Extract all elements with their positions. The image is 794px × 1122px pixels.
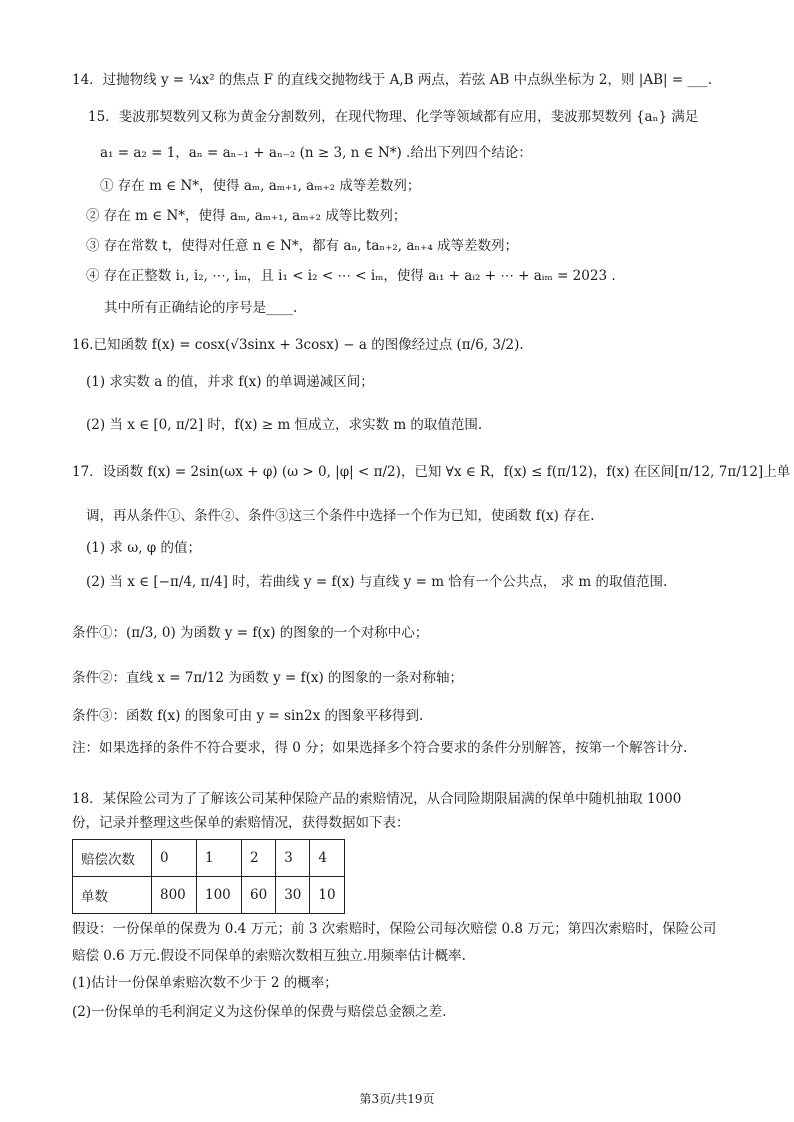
q15-intro: 15．斐波那契数列又称为黄金分割数列，在现代物理、化学等领域都有应用，斐波那契数列 {aₙ} 满足 (88, 109, 699, 125)
table-cell: 60 (242, 877, 276, 914)
q18-part-2: (2)一份保单的毛利润定义为这份保单的保费与赔偿总金额之差. (72, 1004, 447, 1020)
page-number: 第3页/共19页 (359, 1092, 435, 1106)
table-row (73, 877, 345, 914)
q17-condition-3: 条件③：函数 f(x) 的图象可由 y = sin2x 的图象平移得到. (72, 708, 424, 724)
table-cell: 4 (310, 840, 344, 877)
q16-part-2: (2) 当 x ∈ [0, π/2] 时，f(x) ≥ m 恒成立，求实数 m 的取值范围. (86, 417, 483, 433)
q17-condition-1: 条件①：(π/3, 0) 为函数 y = f(x) 的图象的一个对称中心； (72, 625, 429, 641)
q14-text: 14．过抛物线 y = ¼x² 的焦点 F 的直线交抛物线于 A,B 两点，若弦 AB 中点纵坐标为 2，则 |AB| = ___. (72, 72, 713, 88)
q17-note: 注：如果选择的条件不符合要求，得 0 分；如果选择多个符合要求的条件分别解答，按第一个解答计分. (72, 740, 688, 756)
q18-intro-2: 份，记录并整理这些保单的索赔情况，获得数据如下表： (72, 815, 410, 831)
q15-ask: 其中所有正确结论的序号是____. (104, 300, 298, 316)
table-cell: 3 (276, 840, 310, 877)
q15-definition: a₁ = a₂ = 1，aₙ = aₙ₋₁ + aₙ₋₂ (n ≥ 3, n ∈ N*) .给出下列四个结论： (100, 145, 532, 161)
table-cell: 2 (242, 840, 276, 877)
table-cell: 30 (276, 877, 310, 914)
table-header-cell: 赔偿次数 (73, 840, 152, 877)
q17-condition-2: 条件②：直线 x = 7π/12 为函数 y = f(x) 的图象的一条对称轴； (72, 670, 464, 686)
table-cell: 800 (152, 877, 197, 914)
q16-stem: 16.已知函数 f(x) = cosx(√3sinx + 3cosx) − a 的图像经过点 (π/6, 3/2). (72, 337, 524, 353)
table-cell: 0 (152, 840, 197, 877)
q15-conclusion-4: ④ 存在正整数 i₁, i₂, ⋯, iₘ，且 i₁ < i₂ < ⋯ < iₘ，使得 aᵢ₁ + aᵢ₂ + ⋯ + aᵢₘ = 2023 . (86, 268, 616, 284)
q17-part-2: (2) 当 x ∈ [−π/4, π/4] 时，若曲线 y = f(x) 与直线 y = m 恰有一个公共点， 求 m 的取值范围. (86, 574, 668, 590)
q18-part-1: (1)估计一份保单索赔次数不少于 2 的概率； (72, 975, 338, 991)
q18-assumption-1: 假设：一份保单的保费为 0.4 万元；前 3 次索赔时，保险公司每次赔偿 0.8 万元；第四次索赔时，保险公司 (72, 921, 717, 937)
q17-stem-continued: 调，再从条件①、条件②、条件③这三个条件中选择一个作为已知，使函数 f(x) 存在. (86, 508, 595, 524)
table-cell: 100 (197, 877, 242, 914)
table-cell: 1 (197, 840, 242, 877)
table-row (73, 840, 345, 877)
q18-intro-1: 18．某保险公司为了了解该公司某种保险产品的索赔情况，从合同险期限届满的保单中随机抽取 1000 (72, 791, 682, 807)
table-cell: 10 (310, 877, 344, 914)
q16-part-1: (1) 求实数 a 的值，并求 f(x) 的单调递减区间； (86, 374, 374, 390)
q17-stem: 17．设函数 f(x) = 2sin(ωx + φ) (ω > 0, |φ| < π/2)，已知 ∀x ∈ R，f(x) ≤ f(π/12)，f(x) 在区间[π/12, 7π/12]上单 (72, 464, 791, 480)
q15-conclusion-2: ② 存在 m ∈ N*，使得 aₘ, aₘ₊₁, aₘ₊₂ 成等比数列； (86, 208, 407, 224)
q15-conclusion-3: ③ 存在常数 t，使得对任意 n ∈ N*，都有 aₙ, taₙ₊₂, aₙ₊₄ 成等差数列； (86, 238, 519, 254)
claims-table (72, 839, 345, 914)
q17-part-1: (1) 求 ω, φ 的值； (86, 540, 202, 556)
table-header-cell: 单数 (73, 877, 152, 914)
q18-assumption-2: 赔偿 0.6 万元.假设不同保单的索赔次数相互独立.用频率估计概率. (72, 948, 466, 964)
q15-conclusion-1: ① 存在 m ∈ N*，使得 aₘ, aₘ₊₁, aₘ₊₂ 成等差数列； (100, 178, 421, 194)
